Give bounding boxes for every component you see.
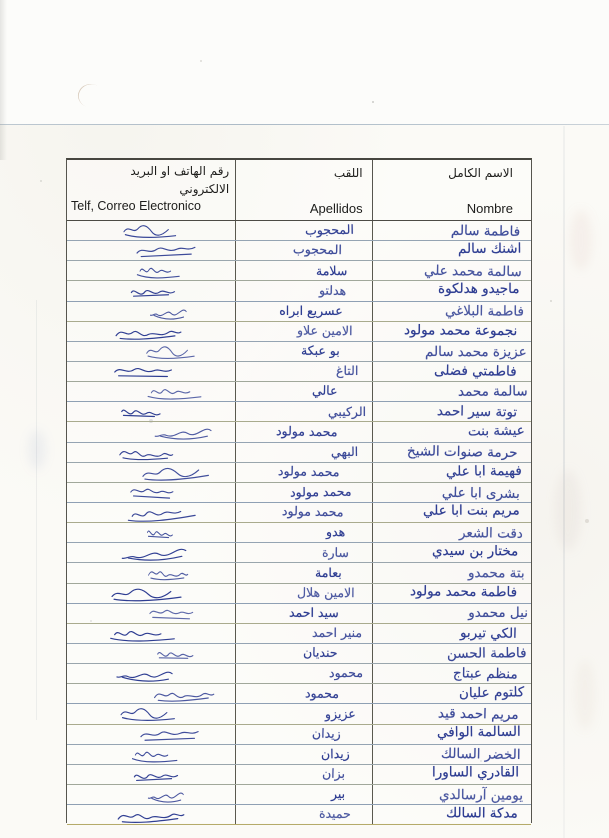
apellidos-handwritten-text: عسريع ابراه [279, 302, 343, 318]
apellidos-handwritten-text: محمود [328, 665, 363, 681]
cell-apellidos [236, 422, 372, 441]
paper-crease-right [563, 126, 565, 838]
header-contact-arabic-line1: رقم الهاتف او البريد [130, 164, 230, 178]
cell-contact [67, 765, 236, 784]
signature-scribble-icon [145, 564, 195, 582]
table-row [67, 443, 531, 463]
cell-contact [67, 644, 236, 663]
cell-nombre [373, 281, 531, 300]
cell-nombre [373, 261, 531, 280]
signature-scribble-icon [110, 665, 182, 683]
nombre-handwritten-text: ماجيدو هدلكوة [437, 281, 520, 298]
cell-nombre [373, 745, 531, 764]
cell-contact [67, 342, 236, 361]
header-apellidos-latin: Apellidos [309, 201, 363, 216]
signature-scribble-icon [146, 302, 193, 320]
nombre-handwritten-text: فاطمتي فضلى [434, 362, 518, 380]
cell-apellidos [236, 765, 372, 784]
signature-scribble-icon [109, 403, 183, 421]
cell-contact [67, 543, 236, 562]
apellidos-handwritten-text: سارة [321, 544, 349, 560]
cell-nombre [373, 563, 531, 582]
cell-apellidos [236, 785, 372, 804]
apellidos-handwritten-text: محمد مولود [290, 483, 352, 500]
cell-apellidos [236, 745, 372, 764]
cell-contact [67, 483, 236, 502]
cell-apellidos [236, 443, 372, 462]
table-row [67, 584, 531, 604]
table-row [67, 463, 531, 483]
cell-contact [67, 281, 236, 300]
cell-contact [67, 684, 236, 703]
nombre-handwritten-text: فاطمة الحسن [447, 644, 528, 662]
nombre-handwritten-text: عيشة بنت [468, 422, 526, 440]
apellidos-handwritten-text: محمد مولود [282, 503, 344, 520]
cell-contact [67, 664, 236, 683]
apellidos-handwritten-text: حميدة [318, 806, 351, 822]
cell-contact [67, 704, 236, 723]
apellidos-handwritten-text: حنديان [303, 644, 338, 661]
cell-contact [67, 503, 236, 522]
column-header-contact [67, 160, 236, 220]
cell-nombre [373, 443, 531, 462]
cell-contact [67, 443, 236, 462]
cell-apellidos [236, 523, 372, 542]
signature-scribble-icon [107, 625, 184, 642]
cell-apellidos [236, 584, 372, 603]
nombre-handwritten-text: فاطمة محمد مولود [409, 583, 518, 601]
cell-contact [67, 382, 236, 401]
signature-scribble-icon [144, 605, 204, 622]
table-row [67, 221, 531, 241]
cell-nombre [373, 302, 531, 321]
signature-scribble-icon [117, 282, 200, 300]
cell-apellidos [236, 382, 372, 401]
column-header-nombre [373, 160, 531, 220]
table-row [67, 281, 531, 301]
signature-scribble-icon [124, 503, 206, 523]
header-apellidos-arabic: اللقب [333, 166, 363, 180]
apellidos-handwritten-text: بو عبكة [300, 342, 340, 359]
signature-scribble-icon [149, 686, 223, 702]
table-row [67, 422, 531, 442]
cell-contact [67, 362, 236, 381]
cell-apellidos [236, 664, 372, 683]
table-row [67, 604, 531, 624]
nombre-handwritten-text: نجموعة محمد مولود [403, 321, 518, 339]
table-row [67, 624, 531, 644]
nombre-handwritten-text: القادري الساورا [431, 764, 519, 781]
cell-apellidos [236, 463, 372, 482]
cell-apellidos [236, 281, 372, 300]
cell-apellidos [236, 483, 372, 502]
cell-nombre [373, 765, 531, 784]
signature-scribble-icon [145, 383, 209, 400]
cell-apellidos [236, 563, 372, 582]
nombre-handwritten-text: فاطمة البلاغي [444, 303, 525, 321]
cell-nombre [373, 704, 531, 723]
apellidos-handwritten-text: منير احمد [311, 625, 362, 641]
cell-nombre [373, 644, 531, 663]
cell-contact [67, 725, 236, 744]
apellidos-handwritten-text: بعامة [314, 564, 342, 580]
table-row [67, 322, 531, 342]
cell-nombre [373, 725, 531, 744]
apellidos-handwritten-text: المحجوب [292, 241, 342, 258]
cell-apellidos [236, 704, 372, 723]
paper-crease-left [36, 300, 37, 720]
table-row [67, 644, 531, 664]
table-row [67, 382, 531, 402]
nombre-handwritten-text: حرمة صنوات الشيخ [407, 443, 519, 462]
signature-scribble-icon [139, 464, 216, 481]
nombre-handwritten-text: مريم احمد قيد [438, 705, 520, 724]
ink-bleed-smudge [555, 470, 581, 550]
apellidos-handwritten-text: البهي [331, 443, 359, 460]
header-nombre-latin: Nombre [466, 201, 513, 216]
nombre-handwritten-text: بشرى ابا علي [442, 484, 521, 502]
table-row [67, 402, 531, 422]
signature-scribble-icon [114, 544, 196, 562]
table-row [67, 704, 531, 724]
apellidos-handwritten-text: الامين هلال [296, 584, 355, 601]
cell-nombre [373, 342, 531, 361]
signature-scribble-icon [129, 241, 210, 260]
cell-nombre [373, 241, 531, 260]
nombre-handwritten-text: الكي تيربو [459, 624, 518, 642]
table-row [67, 725, 531, 745]
table-row [67, 563, 531, 583]
cell-apellidos [236, 342, 372, 361]
signature-scribble-icon [120, 765, 203, 784]
apellidos-handwritten-text: سلامة [316, 262, 348, 278]
apellidos-handwritten-text: سيد احمد [288, 604, 339, 621]
signature-scribble-icon [144, 786, 190, 804]
cell-nombre [373, 584, 531, 603]
apellidos-handwritten-text: محمد مولود [276, 422, 338, 439]
nombre-handwritten-text: بتة محمدو [468, 565, 526, 582]
scan-fold-line [0, 124, 609, 125]
nombre-handwritten-text: مريم بنت ابا علي [423, 502, 521, 519]
signature-scribble-icon [107, 364, 185, 380]
cell-apellidos [236, 322, 372, 341]
cell-nombre [373, 523, 531, 542]
table-row [67, 261, 531, 281]
ink-bleed-smudge [570, 210, 592, 270]
cell-contact [67, 241, 236, 260]
cell-contact [67, 624, 236, 643]
ink-bleed-smudge [28, 430, 46, 470]
cell-contact [67, 745, 236, 764]
table-row [67, 765, 531, 785]
cell-contact [67, 463, 236, 482]
nombre-handwritten-text: كلتوم عليان [458, 684, 525, 702]
cell-contact [67, 523, 236, 542]
table-row [67, 302, 531, 322]
apellidos-handwritten-text: عالي [312, 383, 338, 399]
cell-apellidos [236, 261, 372, 280]
nombre-handwritten-text: فهيمة ابا علي [446, 462, 523, 480]
nombre-handwritten-text: عزيزة محمد سالم [425, 343, 527, 360]
nombre-handwritten-text: اشنك سالم [457, 240, 522, 257]
table-row [67, 362, 531, 382]
apellidos-handwritten-text: بير [330, 786, 345, 802]
cell-nombre [373, 422, 531, 441]
cell-apellidos [236, 402, 372, 421]
cell-contact [67, 261, 236, 280]
cell-contact [67, 322, 236, 341]
cell-nombre [373, 483, 531, 502]
nombre-handwritten-text: منظم عبتاج [453, 665, 519, 683]
cell-apellidos [236, 624, 372, 643]
header-contact-arabic-line2: الالكتروني [179, 182, 230, 196]
cell-apellidos [236, 684, 372, 703]
scan-edge-shadow [0, 0, 7, 160]
nombre-handwritten-text: سالمة محمد [458, 383, 529, 400]
signature-scribble-icon [144, 343, 201, 360]
table-row [67, 543, 531, 563]
apellidos-handwritten-text: التاغ [336, 363, 359, 379]
nombre-handwritten-text: سالمة محمد علي [424, 262, 523, 281]
table-body [67, 221, 531, 825]
nombre-handwritten-text: الخضر السالك [441, 746, 522, 764]
table-row [67, 664, 531, 684]
cell-nombre [373, 382, 531, 401]
nombre-handwritten-text: يومين آرسالدي [438, 786, 524, 804]
cell-nombre [373, 684, 531, 703]
apellidos-handwritten-text: هدلتو [319, 282, 347, 298]
cell-apellidos [236, 644, 372, 663]
cell-apellidos [236, 221, 372, 240]
table-row [67, 523, 531, 543]
cell-nombre [373, 805, 531, 824]
header-contact-latin: Telf, Correo Electronico [71, 199, 201, 213]
nombre-handwritten-text: مدكة السالك [446, 804, 519, 822]
apellidos-handwritten-text: المحجوب [304, 222, 354, 238]
apellidos-handwritten-text: محمود [304, 684, 339, 701]
cell-apellidos [236, 362, 372, 381]
header-nombre-arabic: الاسم الكامل [448, 166, 513, 180]
cell-nombre [373, 463, 531, 482]
signature-scribble-icon [139, 524, 188, 542]
cell-apellidos [236, 805, 372, 824]
signature-scribble-icon [133, 725, 213, 743]
cell-contact [67, 221, 236, 240]
nombre-handwritten-text: السالمة الوافي [437, 724, 522, 741]
table-row [67, 241, 531, 261]
cell-contact [67, 402, 236, 421]
ink-bleed-smudge [575, 660, 595, 730]
apellidos-handwritten-text: عزيزو [324, 705, 356, 722]
signature-scribble-icon [130, 745, 185, 763]
cell-nombre [373, 221, 531, 240]
apellidos-handwritten-text: الامين علاو [297, 322, 353, 339]
table-row [67, 805, 531, 825]
cell-nombre [373, 543, 531, 562]
signature-scribble-icon [148, 424, 220, 439]
nombre-handwritten-text: دقت الشعر [458, 524, 524, 542]
cell-apellidos [236, 302, 372, 321]
cell-nombre [373, 362, 531, 381]
cell-contact [67, 805, 236, 824]
cell-apellidos [236, 241, 372, 260]
table-row [67, 342, 531, 362]
signature-scribble-icon [110, 323, 191, 339]
nombre-handwritten-text: مختار بن سيدي [431, 543, 519, 560]
table-row [67, 785, 531, 805]
cell-contact [67, 563, 236, 582]
nombre-handwritten-text: نيل محمدو [468, 605, 528, 622]
paper-specks [0, 0, 2, 2]
signature-scribble-icon [135, 262, 187, 280]
cell-apellidos [236, 725, 372, 744]
cell-nombre [373, 402, 531, 421]
cell-contact [67, 422, 236, 441]
column-header-apellidos [236, 160, 372, 220]
signature-scribble-icon [108, 585, 189, 600]
cell-nombre [373, 503, 531, 522]
signature-scribble-icon [115, 443, 182, 461]
signature-scribble-icon [146, 645, 213, 661]
nombre-handwritten-text: فاطمة سالم [450, 222, 521, 240]
apellidos-handwritten-text: زيدان [311, 725, 341, 741]
cell-nombre [373, 664, 531, 683]
cell-contact [67, 584, 236, 603]
cell-apellidos [236, 503, 372, 522]
table-row [67, 483, 531, 503]
cell-nombre [373, 624, 531, 643]
cell-apellidos [236, 604, 372, 623]
cell-contact [67, 785, 236, 804]
table-row [67, 503, 531, 523]
cell-nombre [373, 785, 531, 804]
signature-scribble-icon [125, 483, 184, 501]
apellidos-handwritten-text: بزان [321, 765, 345, 782]
signature-scribble-icon [121, 221, 183, 239]
cell-contact [67, 302, 236, 321]
table-row [67, 684, 531, 704]
apellidos-handwritten-text: محمد مولود [278, 463, 340, 480]
signature-scribble-icon [112, 806, 194, 823]
apellidos-handwritten-text: هدو [326, 524, 346, 540]
attendance-table [66, 158, 532, 823]
apellidos-handwritten-text: زيدان [320, 745, 350, 762]
table-row [67, 745, 531, 765]
signature-scribble-icon [118, 705, 182, 723]
cell-nombre [373, 604, 531, 623]
cell-nombre [373, 322, 531, 341]
cell-apellidos [236, 543, 372, 562]
nombre-handwritten-text: توتة سير احمد [436, 403, 518, 421]
apellidos-handwritten-text: الركيبي [327, 403, 366, 419]
cell-contact [67, 604, 236, 623]
table-header-row [67, 160, 531, 221]
